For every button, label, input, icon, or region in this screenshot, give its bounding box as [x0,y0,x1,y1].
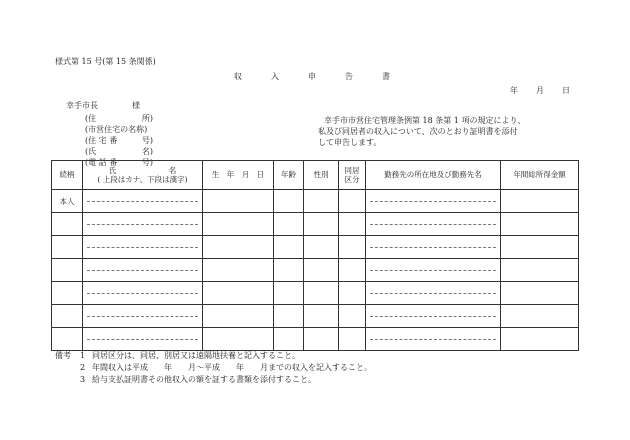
title-char: 入 [271,72,279,81]
age-cell[interactable] [274,305,304,328]
note-number: 1 [80,351,86,360]
date-month-label: 月 [536,86,544,95]
title-char: 収 [234,72,242,81]
birthdate-cell[interactable] [203,259,274,282]
workplace-divider-line [370,201,496,202]
applicant-field-name: (氏 名) [85,147,153,156]
table-header-row [52,161,579,190]
note-text: 給与支払証明書その他収入の額を証する書類を添付すること。 [92,375,316,384]
header-birthdate: 生 年 月 日 [203,161,274,190]
sex-cell[interactable] [304,282,339,305]
age-cell[interactable] [274,259,304,282]
cohabit-cell[interactable] [339,213,366,236]
birthdate-cell[interactable] [203,236,274,259]
note-text: 年間収入は平成 年 月～平成 年 月までの収入を記入すること。 [92,363,372,372]
cohabit-cell[interactable] [339,282,366,305]
income-cell[interactable] [501,190,579,213]
income-cell[interactable] [501,328,579,351]
relation-cell[interactable]: 本人 [52,190,83,213]
header-cohabit: 同居 区分 [339,161,366,190]
income-cell[interactable] [501,282,579,305]
workplace-cell[interactable] [366,236,501,259]
header-income: 年間総所得金額 [501,161,579,190]
form-number: 様式第 15 号(第 15 条関係) [55,57,156,66]
applicant-field-housing-name: (市営住宅の名称) [85,125,148,134]
workplace-divider-line [370,316,496,317]
name-cell[interactable] [83,236,203,259]
relation-cell[interactable] [52,213,83,236]
age-cell[interactable] [274,328,304,351]
title-char: 申 [308,72,316,81]
workplace-divider-line [370,224,496,225]
income-cell[interactable] [501,236,579,259]
name-cell[interactable] [83,328,203,351]
cohabit-cell[interactable] [339,259,366,282]
header-sex: 性別 [304,161,339,190]
title-char: 告 [345,72,353,81]
header-workplace: 勤務先の所在地及び勤務先名 [366,161,501,190]
cohabit-cell[interactable] [339,190,366,213]
declaration-line: 幸手市市営住宅管理条例第 18 条第 1 項の規定により、 [324,116,526,125]
workplace-cell[interactable] [366,328,501,351]
name-cell[interactable] [83,213,203,236]
sex-cell[interactable] [304,190,339,213]
workplace-cell[interactable] [366,213,501,236]
relation-cell[interactable] [52,282,83,305]
declaration-line: して申告します。 [318,138,382,147]
table-row [52,190,579,213]
relation-cell[interactable] [52,259,83,282]
sex-cell[interactable] [304,259,339,282]
income-table [51,160,579,351]
workplace-divider-line [370,293,496,294]
birthdate-cell[interactable] [203,190,274,213]
name-divider-line [87,201,198,202]
name-divider-line [87,339,198,340]
table-row [52,282,579,305]
name-cell[interactable] [83,305,203,328]
age-cell[interactable] [274,213,304,236]
birthdate-cell[interactable] [203,328,274,351]
note-text: 同居区分は、同居、別居又は遠隔地扶養と記入すること。 [92,351,300,360]
name-cell[interactable] [83,259,203,282]
applicant-field-phone: (電 話 番 号) [85,158,153,167]
name-cell[interactable] [83,282,203,305]
name-divider-line [87,316,198,317]
workplace-divider-line [370,247,496,248]
date-day-label: 日 [562,86,570,95]
note-number: 3 [80,375,86,384]
workplace-cell[interactable] [366,190,501,213]
addressee-suffix: 様 [132,101,140,110]
table-row [52,236,579,259]
name-divider-line [87,224,198,225]
birthdate-cell[interactable] [203,282,274,305]
workplace-cell[interactable] [366,305,501,328]
declaration-line: 私及び同居者の収入について、次のとおり証明書を添付 [318,127,518,136]
sex-cell[interactable] [304,236,339,259]
table-body [52,190,579,351]
sex-cell[interactable] [304,305,339,328]
birthdate-cell[interactable] [203,305,274,328]
relation-cell[interactable] [52,328,83,351]
age-cell[interactable] [274,282,304,305]
income-cell[interactable] [501,259,579,282]
note-number: 2 [80,363,86,372]
age-cell[interactable] [274,236,304,259]
title-char: 書 [382,72,390,81]
workplace-cell[interactable] [366,282,501,305]
applicant-field-address: (住 所) [85,114,153,123]
table-row [52,305,579,328]
sex-cell[interactable] [304,328,339,351]
income-cell[interactable] [501,213,579,236]
name-cell[interactable] [83,190,203,213]
relation-cell[interactable] [52,236,83,259]
birthdate-cell[interactable] [203,213,274,236]
header-age: 年齢 [274,161,304,190]
table-row [52,259,579,282]
relation-cell[interactable] [52,305,83,328]
header-relation: 続柄 [52,161,83,190]
workplace-divider-line [370,339,496,340]
addressee: 幸手市長 [66,101,98,110]
header-name: 氏 名 ( 上段はカナ、下段は漢字) [83,161,203,190]
date-year-label: 年 [510,86,518,95]
income-cell[interactable] [501,305,579,328]
applicant-field-housing-number: (住 宅 番 号) [85,136,153,145]
notes-label: 備考 [55,351,71,360]
name-divider-line [87,270,198,271]
name-divider-line [87,247,198,248]
cohabit-cell[interactable] [339,328,366,351]
table-row [52,213,579,236]
name-divider-line [87,293,198,294]
workplace-cell[interactable] [366,259,501,282]
cohabit-cell[interactable] [339,236,366,259]
sex-cell[interactable] [304,213,339,236]
age-cell[interactable] [274,190,304,213]
table-row [52,328,579,351]
workplace-divider-line [370,270,496,271]
cohabit-cell[interactable] [339,305,366,328]
